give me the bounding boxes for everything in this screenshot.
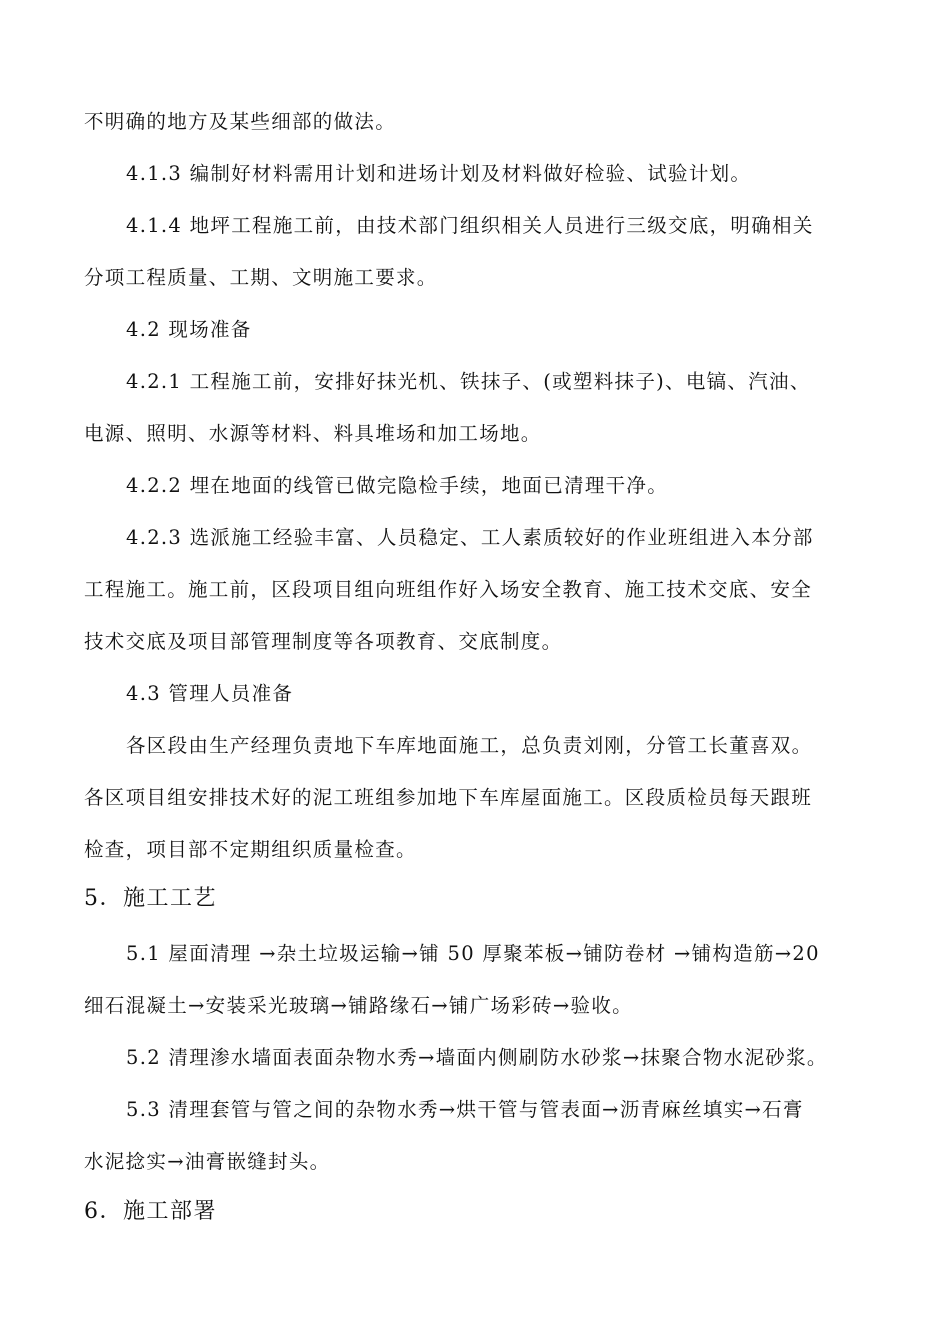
paragraph-line: 5.2 清理渗水墙面表面杂物水秀→墙面内侧刷防水砂浆→抹聚合物水泥砂浆。 xyxy=(126,1046,828,1069)
section-heading-4-2: 4.2 现场准备 xyxy=(126,318,252,341)
paragraph-line: 5.3 清理套管与管之间的杂物水秀→烘干管与管表面→沥青麻丝填实→石膏 xyxy=(126,1098,804,1121)
paragraph-line: 水泥捻实→油膏嵌缝封头。 xyxy=(84,1150,331,1173)
paragraph-line: 不明确的地方及某些细部的做法。 xyxy=(84,110,397,133)
paragraph-line: 4.2.3 选派施工经验丰富、人员稳定、工人素质较好的作业班组进入本分部 xyxy=(126,526,814,549)
paragraph-line: 细石混凝土→安装采光玻璃→铺路缘石→铺广场彩砖→验收。 xyxy=(84,994,633,1017)
chapter-heading-5: 5．施工工艺 xyxy=(84,886,217,911)
paragraph-line: 4.2.2 埋在地面的线管已做完隐检手续，地面已清理干净。 xyxy=(126,474,669,497)
paragraph-line: 电源、照明、水源等材料、料具堆场和加工场地。 xyxy=(84,422,542,445)
paragraph-line: 检查，项目部不定期组织质量检查。 xyxy=(84,838,417,861)
paragraph-line: 4.1.3 编制好材料需用计划和进场计划及材料做好检验、试验计划。 xyxy=(126,162,752,185)
paragraph-line: 工程施工。施工前，区段项目组向班组作好入场安全教育、施工技术交底、安全 xyxy=(84,578,813,601)
paragraph-line: 技术交底及项目部管理制度等各项教育、交底制度。 xyxy=(84,630,563,653)
paragraph-line: 各区段由生产经理负责地下车库地面施工，总负责刘刚，分管工长董喜双。 xyxy=(126,734,813,757)
paragraph-line: 4.1.4 地坪工程施工前，由技术部门组织相关人员进行三级交底，明确相关 xyxy=(126,214,814,237)
chapter-heading-6: 6．施工部署 xyxy=(84,1199,217,1224)
paragraph-line: 各区项目组安排技术好的泥工班组参加地下车库屋面施工。区段质检员每天跟班 xyxy=(84,786,813,809)
section-heading-4-3: 4.3 管理人员准备 xyxy=(126,682,294,705)
paragraph-line: 分项工程质量、工期、文明施工要求。 xyxy=(84,266,438,289)
paragraph-line: 5.1 屋面清理 →杂土垃圾运输→铺 50 厚聚苯板→铺防卷材 →铺构造筋→20 xyxy=(126,942,820,965)
paragraph-line: 4.2.1 工程施工前，安排好抹光机、铁抹子、(或塑料抹子)、电镐、汽油、 xyxy=(126,370,811,393)
